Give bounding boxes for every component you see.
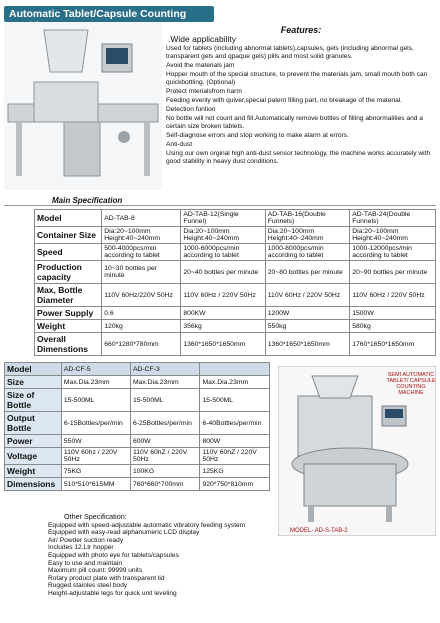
table-cell: 20~90 bottles per minute [350, 261, 436, 284]
other-spec-line: Height-adjustable legs for quick unit leveling [48, 589, 177, 597]
row-label: Max, Bottle Diameter [35, 284, 102, 307]
table-row [5, 465, 270, 478]
row-label: Dimensions [5, 478, 62, 491]
row-label: Container Size [35, 227, 102, 244]
table-cell: 760*660*700mm [130, 478, 200, 491]
table-row [35, 333, 436, 356]
table-cell: 1360*1650*1650mm [265, 333, 349, 356]
feature-line: Anti-dust [166, 141, 193, 148]
table-cell: 550W [61, 435, 130, 448]
row-label: Weight [5, 465, 62, 478]
row-label: Production capacity [35, 261, 102, 284]
table-cell: 6-15Bottles/per/min [61, 412, 130, 435]
divider [4, 205, 436, 206]
page-title: Automatic Tablet/Capsule Counting [4, 6, 214, 22]
table-cell: 20~80 bottles per minute [265, 261, 349, 284]
row-label: Power Supply [35, 307, 102, 320]
table-row [35, 244, 436, 261]
table-cell: Max.Dia.23mm [130, 376, 200, 389]
table-header-cell: AD-TAB-24(Double Funnels) [350, 210, 436, 227]
table-row [35, 307, 436, 320]
feature-line: Self-diagnose errors and stop working to make alarm at errors. [166, 132, 349, 139]
table-cell: 75KG [61, 465, 130, 478]
feature-line: Using our own orginal high anti-dust sensor technology, the machine works accurately with good stability in heavy dust conditions. [166, 150, 431, 165]
table-cell: 15-500ML [61, 389, 130, 412]
counting-machine-image [4, 22, 162, 190]
table-cell: Dia:20~100mm Height:40~240mm [350, 227, 436, 244]
table-cell: Max.Dia.23mm [200, 376, 270, 389]
row-label: Weight [35, 320, 102, 333]
table-cell: 1000-8000pcs/min according to tablet [265, 244, 349, 261]
table-cell: 100KG [130, 465, 200, 478]
table-cell: 580kg [350, 320, 436, 333]
table-cell: 10~30 bottles per minute [102, 261, 181, 284]
features-heading: Features: [280, 25, 322, 35]
feature-line: Hopper mouth of the special structure, to prevent the materials jam, small mouth both can quickbottling. (Optional) [166, 71, 428, 86]
table-header-cell: Model [5, 363, 62, 376]
feature-line: Protect mterialsfrom harm [166, 88, 242, 95]
row-label: Voltage [5, 448, 62, 465]
semi-auto-title: SEMI AUTOMATIC TABLET/ CAPSULE COUNTING MACHINE [386, 372, 436, 396]
table-header-row [35, 210, 436, 227]
table-row [5, 448, 270, 465]
table-cell: 120kg [102, 320, 181, 333]
table-row [35, 261, 436, 284]
table-cell: 110V 60hZ / 220V 50Hz [200, 448, 270, 465]
other-spec-line: Easy to use and maintain [48, 559, 123, 567]
table-cell: 110V 60Hz / 220V 50Hz [181, 284, 265, 307]
table-cell: Dia:20~100mm Height:40~240mm [102, 227, 181, 244]
table-row [35, 227, 436, 244]
table-cell: 110V 60Hz/220V 50Hz [102, 284, 181, 307]
table-cell: 6-25Bottles/per/min [130, 412, 200, 435]
other-spec-heading: Other Specification: [64, 512, 127, 521]
features-subheading: .Wide applicability [168, 34, 237, 44]
table-header-cell: AD-TAB-8 [102, 210, 181, 227]
main-spec-table [34, 209, 436, 356]
table-header-cell: Model [35, 210, 102, 227]
row-label: Power [5, 435, 62, 448]
cf-spec-table [4, 362, 270, 491]
table-header-cell [200, 363, 270, 376]
main-spec-heading: Main Specification [52, 196, 123, 205]
other-spec-line: Equipped with photo eye for tablets/capsules [48, 551, 179, 559]
table-cell: 510*510*615MM [61, 478, 130, 491]
table-cell: 110V 60hZ / 220V 50Hz [130, 448, 200, 465]
table-cell: Max.Dia.23mm [61, 376, 130, 389]
table-cell: 600W [130, 435, 200, 448]
table-header-cell: AD-TAB-16(Double Funnels) [265, 210, 349, 227]
table-row [5, 478, 270, 491]
table-row [35, 284, 436, 307]
other-spec-line: Air/ Powder suction ready [48, 536, 124, 544]
table-header-row [5, 363, 270, 376]
table-header-cell: AD-CF-3 [130, 363, 200, 376]
feature-line: Feeding evenly with quiver,special patent filling part, no breakage of the material. [166, 97, 403, 104]
table-row [5, 389, 270, 412]
table-cell: 1500W [350, 307, 436, 320]
other-spec-line: Rotary product plate with transparent lid [48, 574, 165, 582]
table-header-cell: AD-CF-5 [61, 363, 130, 376]
table-cell: 550kg [265, 320, 349, 333]
table-cell: 110V 60hz / 220V 50Hz [61, 448, 130, 465]
table-cell: 800KW [181, 307, 265, 320]
feature-line: Avoid the materials jam [166, 62, 235, 69]
table-cell: 1000-6000pcs/min according to tablet [181, 244, 265, 261]
row-label: Overall Dimenstions [35, 333, 102, 356]
feature-line: Detection funtion [166, 106, 216, 113]
table-cell: 1200W [265, 307, 349, 320]
table-cell: 1360*1650*1650mm [181, 333, 265, 356]
row-label: Size [5, 376, 62, 389]
table-cell: 1000-12000pcs/min according to tablet [350, 244, 436, 261]
table-cell: 6-40Bottles/per/min [200, 412, 270, 435]
row-label: Size of Bottle [5, 389, 62, 412]
table-row [5, 435, 270, 448]
table-cell: 15-500ML [130, 389, 200, 412]
table-cell: Dia:20~100mm Height:40~240mm [181, 227, 265, 244]
table-header-cell: AD-TAB-12(Single Funnel) [181, 210, 265, 227]
other-spec-line: Includes 12.Ltr hopper [48, 544, 114, 552]
semi-auto-model: MODEL- AD-S-TAB-2 [290, 528, 348, 534]
other-spec-line: Rugged stainles steel body [48, 582, 128, 590]
table-cell: 920*750*810mm [200, 478, 270, 491]
table-cell: 1760*1650*1650mm [350, 333, 436, 356]
other-spec-line: Maximum pill count: 99999 units [48, 567, 143, 575]
table-row [5, 376, 270, 389]
other-spec-section [4, 513, 274, 598]
table-cell: 356kg [181, 320, 265, 333]
table-row [35, 320, 436, 333]
other-spec-line: Equipped with speed-adjustable automatic vibratory feeding system [48, 521, 246, 529]
feature-line: Used for tablets (including abnormal tablets),capsules, gels (including abnormal gels, transparent gels and qpaque gels) pills and most solid granules. [166, 45, 414, 60]
row-label: Output Bottle [5, 412, 62, 435]
table-cell: 660*1280*780mm [102, 333, 181, 356]
table-cell: 800W [200, 435, 270, 448]
table-cell: Dia:20~100mm Height:40~240mm [265, 227, 349, 244]
table-cell: 0.6 [102, 307, 181, 320]
table-cell: 125KG [200, 465, 270, 478]
table-cell: 110V 60Hz / 220V 50Hz [265, 284, 349, 307]
table-cell: 110V 60Hz / 220V 50Hz [350, 284, 436, 307]
features-section [166, 26, 436, 167]
table-row [5, 412, 270, 435]
table-cell: 20~40 bottles per minute [181, 261, 265, 284]
table-cell: 500-4000pcs/min according to tablet [102, 244, 181, 261]
other-spec-line: Equipped with easy-read alphanumeric LCD display [48, 529, 200, 537]
feature-line: No bottle will not count and fill.Automatically remove bottles of filling abnormalities and a certain size broken tablets. [166, 115, 423, 130]
row-label: Speed [35, 244, 102, 261]
table-cell: 15-500ML [200, 389, 270, 412]
